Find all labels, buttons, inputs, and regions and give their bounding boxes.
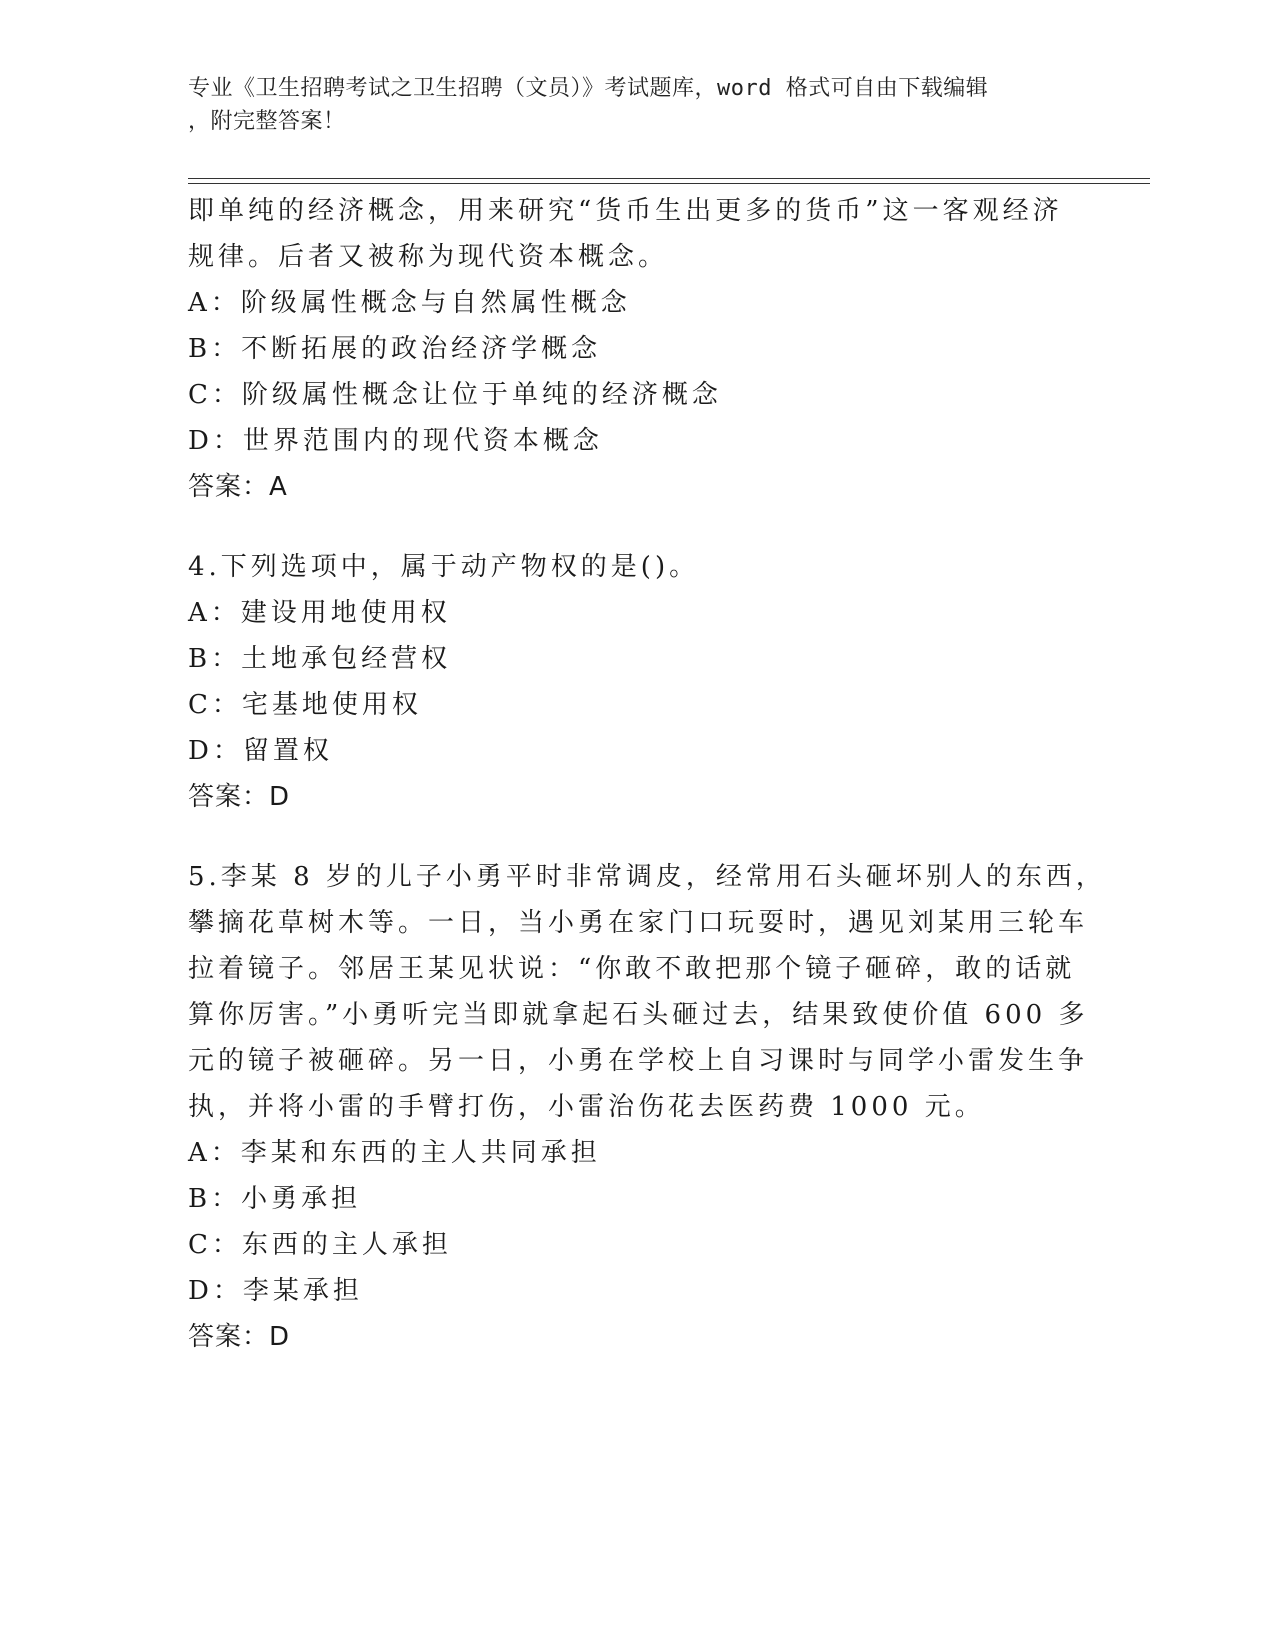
stem-line: 算你厉害。”小勇听完当即就拿起石头砸过去，结果致使价值 600 多 [188, 1000, 1089, 1030]
option-b: B：小勇承担 [188, 1184, 362, 1214]
stem-line: 元的镜子被砸碎。另一日，小勇在学校上自习课时与同学小雷发生争 [188, 1046, 1089, 1076]
option-d: D：留置权 [188, 736, 333, 766]
option-d: D：李某承担 [188, 1276, 363, 1306]
spacer [188, 510, 1068, 544]
header-divider-top [188, 178, 1150, 179]
stem-line: 攀摘花草树木等。一日，当小勇在家门口玩耍时，遇见刘某用三轮车 [188, 908, 1089, 938]
option-c: C：阶级属性概念让位于单纯的经济概念 [188, 380, 722, 410]
question-3-stem [188, 188, 1068, 280]
option-c: C：宅基地使用权 [188, 690, 422, 720]
answer-line: 答案：D [188, 782, 291, 812]
option-a: A：阶级属性概念与自然属性概念 [188, 288, 631, 318]
option-b: B：不断拓展的政治经济学概念 [188, 334, 602, 364]
stem-line: 拉着镜子。邻居王某见状说：“你敢不敢把那个镜子砸碎，敢的话就 [188, 954, 1076, 984]
header-divider-bottom [188, 183, 1150, 184]
question-4 [188, 544, 1068, 820]
question-4-stem [188, 544, 1068, 590]
option-c: C：东西的主人承担 [188, 1230, 452, 1260]
stem-line: 即单纯的经济概念，用来研究“货币生出更多的货币”这一客观经济 [188, 196, 1063, 226]
stem-line: 规律。后者又被称为现代资本概念。 [188, 242, 669, 272]
spacer [188, 820, 1068, 854]
stem-line: 5.李某 8 岁的儿子小勇平时非常调皮，经常用石头砸坏别人的东西， [188, 862, 1106, 892]
document-header [188, 72, 1068, 138]
option-a: A：李某和东西的主人共同承担 [188, 1138, 601, 1168]
answer-line: 答案：A [188, 472, 288, 502]
header-title-line: 专业《卫生招聘考试之卫生招聘（文员）》考试题库，word 格式可自由下载编辑 [188, 76, 989, 101]
stem-line: 执，并将小雷的手臂打伤，小雷治伤花去医药费 1000 元。 [188, 1092, 985, 1122]
option-d: D：世界范围内的现代资本概念 [188, 426, 603, 456]
option-a: A：建设用地使用权 [188, 598, 451, 628]
stem-line: 4.下列选项中，属于动产物权的是()。 [188, 552, 700, 582]
answer-line: 答案：D [188, 1322, 291, 1352]
header-title-continuation: ，附完整答案！ [188, 109, 346, 134]
question-3 [188, 188, 1068, 510]
question-content [188, 188, 1106, 1360]
question-5 [188, 854, 1106, 1360]
option-b: B：土地承包经营权 [188, 644, 452, 674]
question-5-stem [188, 854, 1106, 1130]
